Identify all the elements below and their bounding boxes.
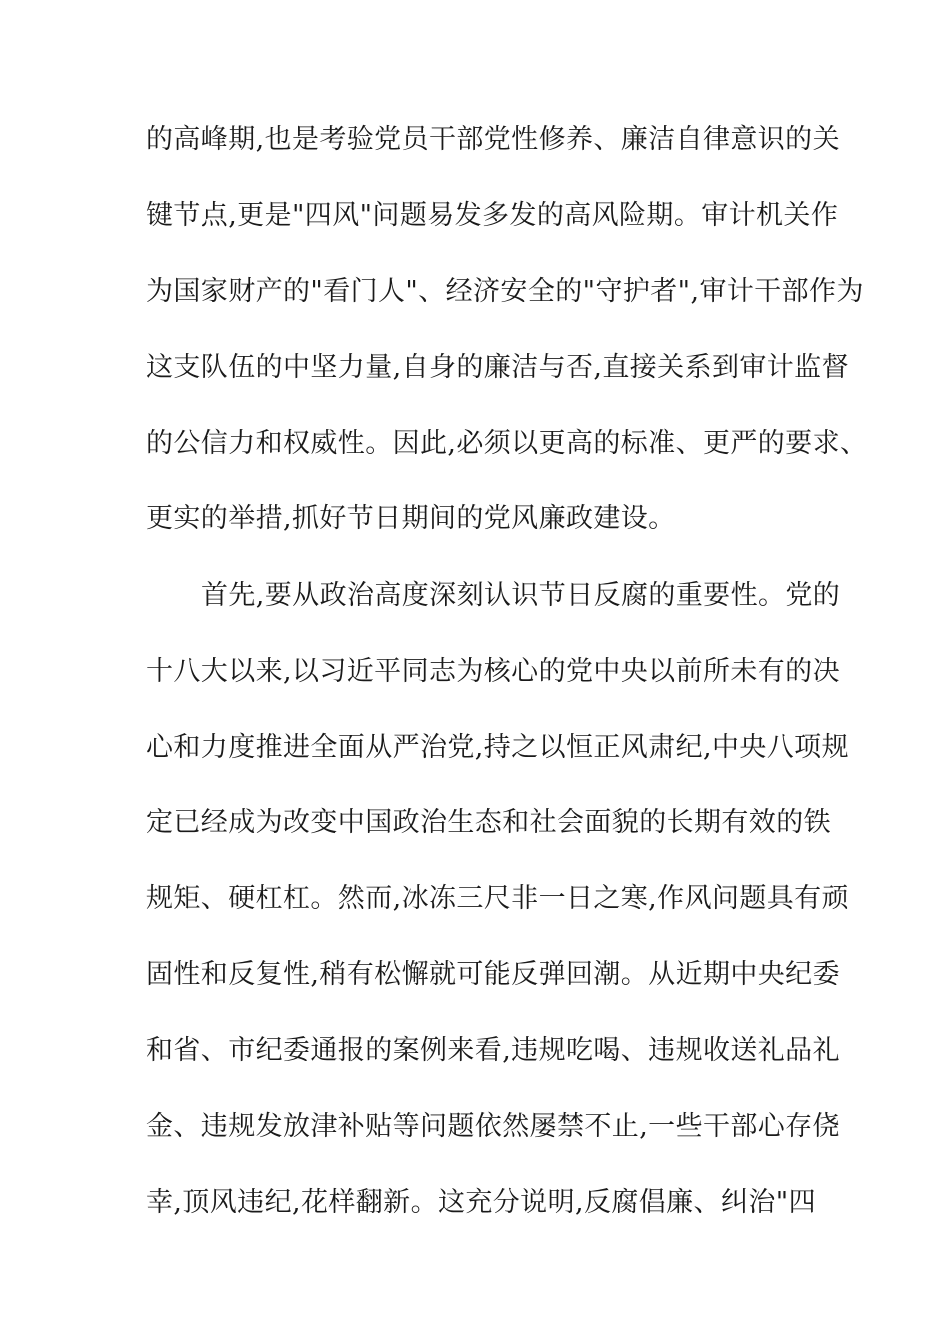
text-line: 固性和反复性,稍有松懈就可能反弹回潮。从近期中央纪委 [146,959,840,990]
text-line: 和省、市纪委通报的案例来看,违规吃喝、违规收送礼品礼 [146,1035,840,1066]
text-line: 键节点,更是"四风"问题易发多发的高风险期。审计机关作 [146,200,839,231]
text-line: 金、违规发放津补贴等问题依然屡禁不止,一些干部心存侥 [146,1111,840,1142]
text-line: 的高峰期,也是考验党员干部党性修养、廉洁自律意识的关 [146,124,840,155]
text-line: 为国家财产的"看门人"、经济安全的"守护者",审计干部作为 [146,276,864,307]
text-line: 规矩、硬杠杠。然而,冰冻三尺非一日之寒,作风问题具有顽 [146,883,849,914]
text-line: 的公信力和权威性。因此,必须以更高的标准、更严的要求、 [146,428,868,459]
text-line: 十八大以来,以习近平同志为核心的党中央以前所未有的决 [146,656,840,687]
text-line: 更实的举措,抓好节日期间的党风廉政建设。 [146,503,676,534]
text-line: 心和力度推进全面从严治党,持之以恒正风肃纪,中央八项规 [146,732,849,763]
text-line: 幸,顶风违纪,花样翻新。这充分说明,反腐倡廉、纠治"四 [146,1187,816,1218]
text-line: 这支队伍的中坚力量,自身的廉洁与否,直接关系到审计监督 [146,352,849,383]
text-line: 首先,要从政治高度深刻认识节日反腐的重要性。党的 [201,580,841,611]
text-line: 定已经成为改变中国政治生态和社会面貌的长期有效的铁 [146,807,831,838]
